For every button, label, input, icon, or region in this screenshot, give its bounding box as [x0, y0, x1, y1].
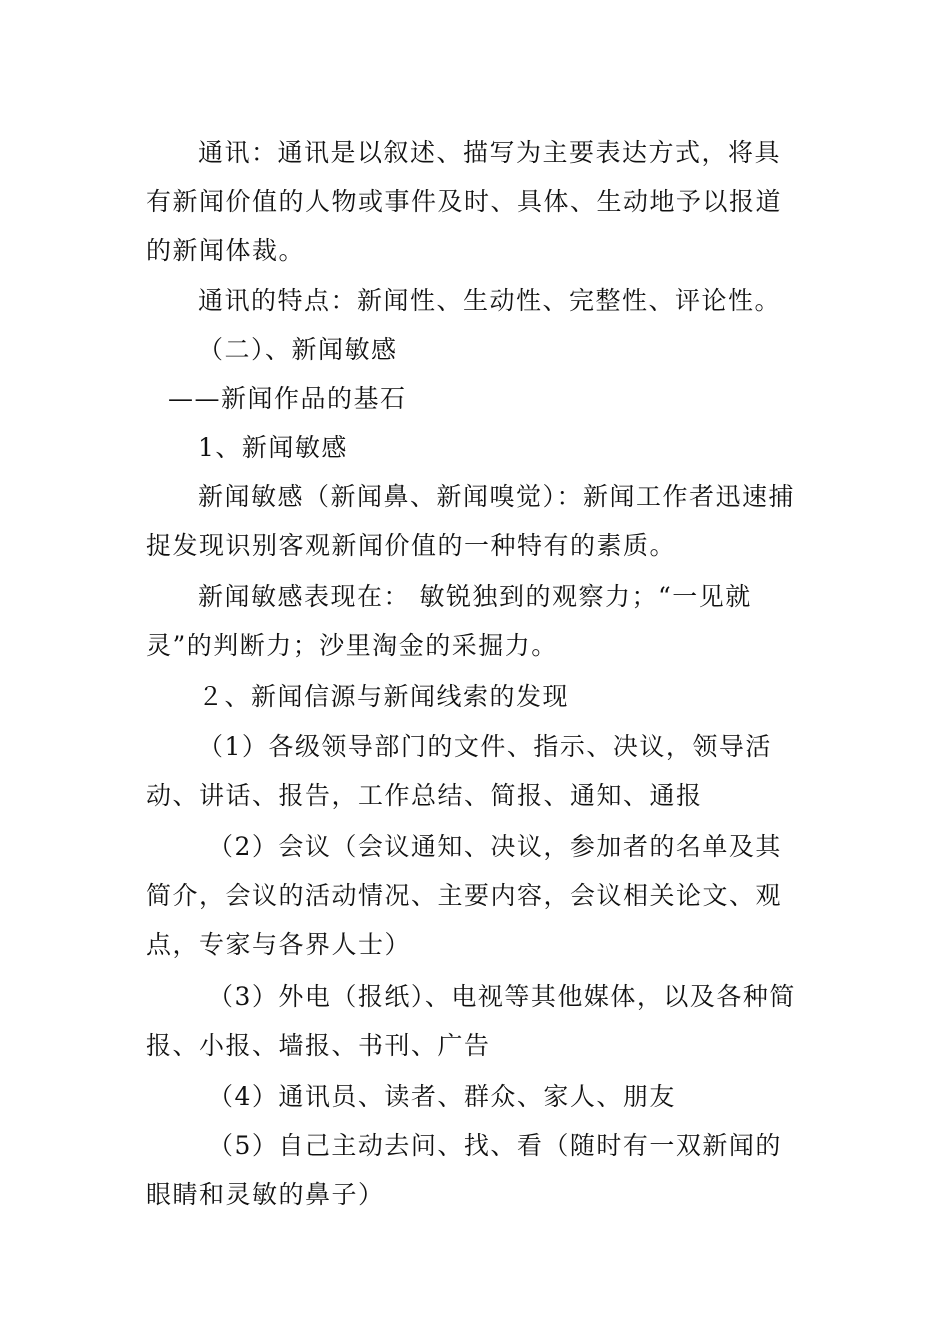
list-item-5: （5）自己主动去问、找、看（随时有一双新闻的眼睛和灵敏的鼻子） — [146, 1131, 782, 1209]
list-item-4: （4）通讯员、读者、群众、家人、朋友 — [208, 1082, 676, 1111]
paragraph-tongxun-definition: 通讯：通讯是以叙述、描写为主要表达方式，将具有新闻价值的人物或事件及时、具体、生动地予以报道的新闻体裁。 — [146, 138, 783, 265]
paragraph-sensitivity-manifestation: 新闻敏感表现在： 敏锐独到的观察力；“一见就灵”的判断力；沙里淘金的采掘力。 — [146, 582, 752, 660]
subheading-2: ２、新闻信源与新闻线索的发现 — [198, 682, 570, 711]
paragraph-tongxun-features: 通讯的特点：新闻性、生动性、完整性、评论性。 — [198, 286, 782, 315]
subheading-1: 1、新闻敏感 — [198, 433, 348, 462]
section-subtitle: ——新闻作品的基石 — [168, 384, 407, 413]
section-heading-news-sensitivity: （二）、新闻敏感 — [198, 335, 398, 364]
list-item-2: （2）会议（会议通知、决议，参加者的名单及其简介，会议的活动情况、主要内容，会议相关论文、观点，专家与各界人士） — [146, 832, 783, 959]
list-item-1: （1）各级领导部门的文件、指示、决议，领导活动、讲话、报告，工作总结、简报、通知、通报 — [146, 732, 772, 810]
list-item-3: （3）外电（报纸）、电视等其他媒体，以及各种简报、小报、墙报、书刊、广告 — [146, 982, 796, 1060]
paragraph-sensitivity-definition: 新闻敏感（新闻鼻、新闻嗅觉）：新闻工作者迅速捕捉发现识别客观新闻价值的一种特有的素质。 — [146, 482, 796, 560]
